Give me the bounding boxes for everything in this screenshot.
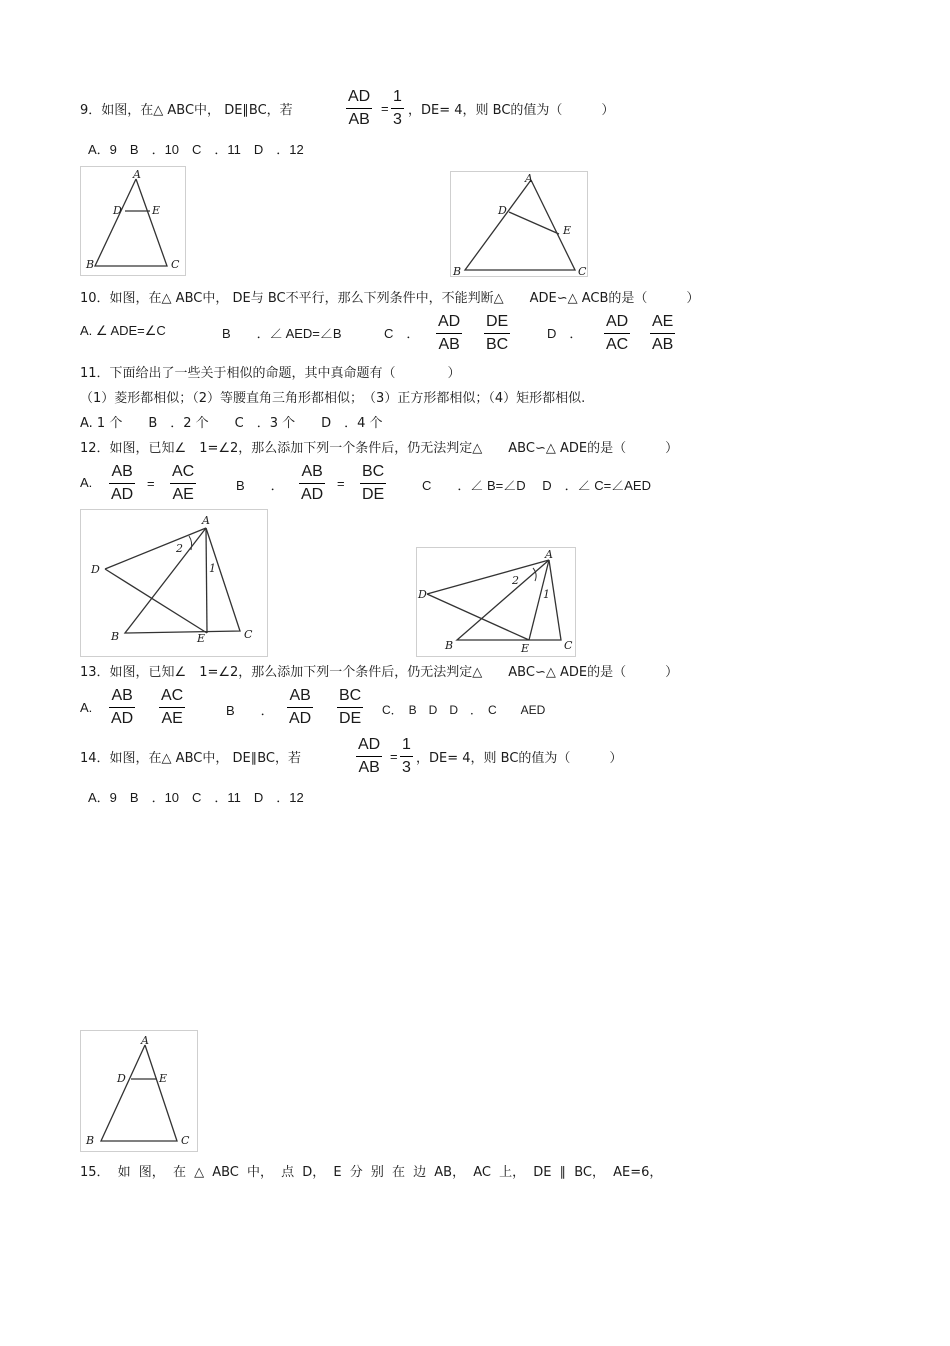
q9-fraction-one-third <box>391 86 404 131</box>
q14-fraction <box>356 734 382 779</box>
q13-b-fraction-2 <box>337 685 363 730</box>
q13-b-fraction-1 <box>287 685 313 730</box>
q12-b-num2: BC <box>360 461 386 484</box>
q10-d-fraction-1 <box>604 311 630 356</box>
q10-option-d: D ． <box>547 326 583 341</box>
q9-frac-num: AD <box>346 86 372 109</box>
fig4-label-a: A <box>545 548 553 561</box>
q10-stem: 10．如图，在△ ABC中， DE与 BC不平行，那么下列条件中，不能判断△ ADE∽△ ACB的是（ ） <box>80 291 700 306</box>
q9-eq: = <box>381 101 389 116</box>
fig2-label-c: C <box>578 265 587 276</box>
q13-b-num1: AB <box>287 685 313 708</box>
fig4-label-d: D <box>418 588 427 601</box>
q9-frac-den: AB <box>348 111 370 128</box>
q12-a-den1: AD <box>111 486 134 503</box>
q12-b-den1: AD <box>301 486 324 503</box>
fig2-label-b: B <box>453 265 462 276</box>
fig1-label-b: B <box>86 258 95 271</box>
q10-d-den1: AC <box>606 336 629 353</box>
q15-stem: 15． 如 图， 在 △ ABC 中， 点 D， E 分 别 在 边 AB， AC 上， DE ∥ BC， AE=6， <box>80 1165 663 1180</box>
q9-one: 1 <box>391 86 404 109</box>
figure-angle-triangle-1 <box>80 509 268 657</box>
q9-options: A．9 B ．10 C ．11 D ．12 <box>88 142 304 157</box>
fig3-label-2: 2 <box>176 542 183 555</box>
q12-a-num2: AC <box>170 461 196 484</box>
fig4-label-2: 2 <box>512 574 519 587</box>
q12-option-b: B ． <box>236 478 284 493</box>
q10-c-num1: AD <box>436 311 462 334</box>
q14-frac-den: AB <box>358 759 380 776</box>
q12-a-fraction-2 <box>170 461 196 506</box>
fig3-label-e: E <box>197 632 206 645</box>
q13-b-den2: DE <box>339 710 362 727</box>
q9-stem-a: 9．如图，在△ ABC中， DE∥BC，若 <box>80 103 293 118</box>
fig3-label-a: A <box>202 514 210 527</box>
fig3-label-d: D <box>91 563 100 576</box>
fig4-label-1: 1 <box>543 588 550 601</box>
fig4-label-e: E <box>521 642 530 655</box>
fig2-label-a: A <box>525 172 533 185</box>
q10-d-num1: AD <box>604 311 630 334</box>
fig5-label-e: E <box>159 1072 168 1085</box>
q10-c-den2: BC <box>486 336 509 353</box>
q12-b-den2: DE <box>362 486 385 503</box>
fig5-label-c: C <box>181 1134 190 1147</box>
q12-b-fraction-2 <box>360 461 386 506</box>
q14-options: A．9 B ．10 C ．11 D ．12 <box>88 790 304 805</box>
q12-a-eq: = <box>147 476 155 491</box>
fig5-label-d: D <box>117 1072 126 1085</box>
q13-option-a: A. <box>80 700 93 715</box>
q12-a-den2: AE <box>172 486 194 503</box>
q12-b-num1: AB <box>299 461 325 484</box>
q11-options: A. 1 个 B ．2 个 C ．3 个 D ．4 个 <box>80 416 383 431</box>
q11-stem: 11．下面给出了一些关于相似的命题，其中真命题有（ ） <box>80 366 461 381</box>
q13-a-fraction-1 <box>109 685 135 730</box>
q10-option-c: C ． <box>384 326 420 341</box>
q12-b-eq: = <box>337 476 345 491</box>
q9-fraction <box>346 86 372 131</box>
q13-b-den1: AD <box>289 710 312 727</box>
q13-a-fraction-2 <box>159 685 185 730</box>
q13-a-num2: AC <box>159 685 185 708</box>
q14-three: 3 <box>402 759 411 776</box>
figure-parallel-triangle-1 <box>80 166 186 276</box>
q10-option-a: A. ∠ ADE=∠C <box>80 323 166 338</box>
q12-a-fraction-1 <box>109 461 135 506</box>
fig3-label-1: 1 <box>209 562 216 575</box>
q10-c-fraction-2 <box>484 311 510 356</box>
q10-d-den2: AB <box>652 336 674 353</box>
q14-fraction-one-third <box>400 734 413 779</box>
q9-three: 3 <box>393 111 402 128</box>
q14-eq: = <box>390 749 398 764</box>
q13-stem: 13．如图，已知∠ 1=∠2，那么添加下列一个条件后，仍无法判定△ ABC∽△ ADE的是（ ） <box>80 665 679 680</box>
figure-parallel-triangle-2 <box>80 1030 198 1152</box>
q14-stem-a: 14．如图，在△ ABC中， DE∥BC，若 <box>80 751 301 766</box>
fig1-label-c: C <box>171 258 180 271</box>
figure-angle-triangle-2 <box>416 547 576 657</box>
fig4-label-c: C <box>564 639 573 652</box>
fig2-label-d: D <box>498 204 507 217</box>
figure-nonparallel-triangle <box>450 171 588 277</box>
fig1-label-a: A <box>133 168 141 181</box>
fig1-label-e: E <box>152 204 161 217</box>
q10-c-den1: AB <box>438 336 460 353</box>
q14-one: 1 <box>400 734 413 757</box>
q14-stem-b: ，DE= 4，则 BC的值为（ ） <box>416 751 623 766</box>
q13-a-den1: AD <box>111 710 134 727</box>
q10-d-fraction-2 <box>650 311 675 356</box>
q10-option-b: B ．∠ AED=∠B <box>222 326 342 341</box>
q12-option-a: A. <box>80 475 93 490</box>
fig4-label-b: B <box>445 639 454 652</box>
fig1-label-d: D <box>113 204 122 217</box>
fig3-label-b: B <box>111 630 120 643</box>
q13-option-rest: C． B D D ． C AED <box>382 703 546 717</box>
q12-b-fraction-1 <box>299 461 325 506</box>
q10-c-num2: DE <box>484 311 510 334</box>
q9-stem-b: ，DE= 4，则 BC的值为（ ） <box>408 103 615 118</box>
fig5-label-b: B <box>86 1134 95 1147</box>
q10-d-num2: AE <box>650 311 675 334</box>
q12-a-num1: AB <box>109 461 135 484</box>
q13-a-num1: AB <box>109 685 135 708</box>
q14-frac-num: AD <box>356 734 382 757</box>
fig2-label-e: E <box>563 224 572 237</box>
q10-c-fraction-1 <box>436 311 462 356</box>
q13-b-num2: BC <box>337 685 363 708</box>
fig5-label-a: A <box>141 1034 149 1047</box>
q13-a-den2: AE <box>161 710 183 727</box>
q12-option-cd: C ．∠ B=∠D D ．∠ C=∠AED <box>422 478 651 493</box>
q11-items: （1）菱形都相似；（2）等腰直角三角形都相似； （3）正方形都相似；（4）矩形都相似. <box>80 391 586 406</box>
q13-option-b: B ． <box>226 703 274 718</box>
q12-stem: 12．如图，已知∠ 1=∠2，那么添加下列一个条件后，仍无法判定△ ABC∽△ ADE的是（ ） <box>80 441 679 456</box>
fig3-label-c: C <box>244 628 253 641</box>
